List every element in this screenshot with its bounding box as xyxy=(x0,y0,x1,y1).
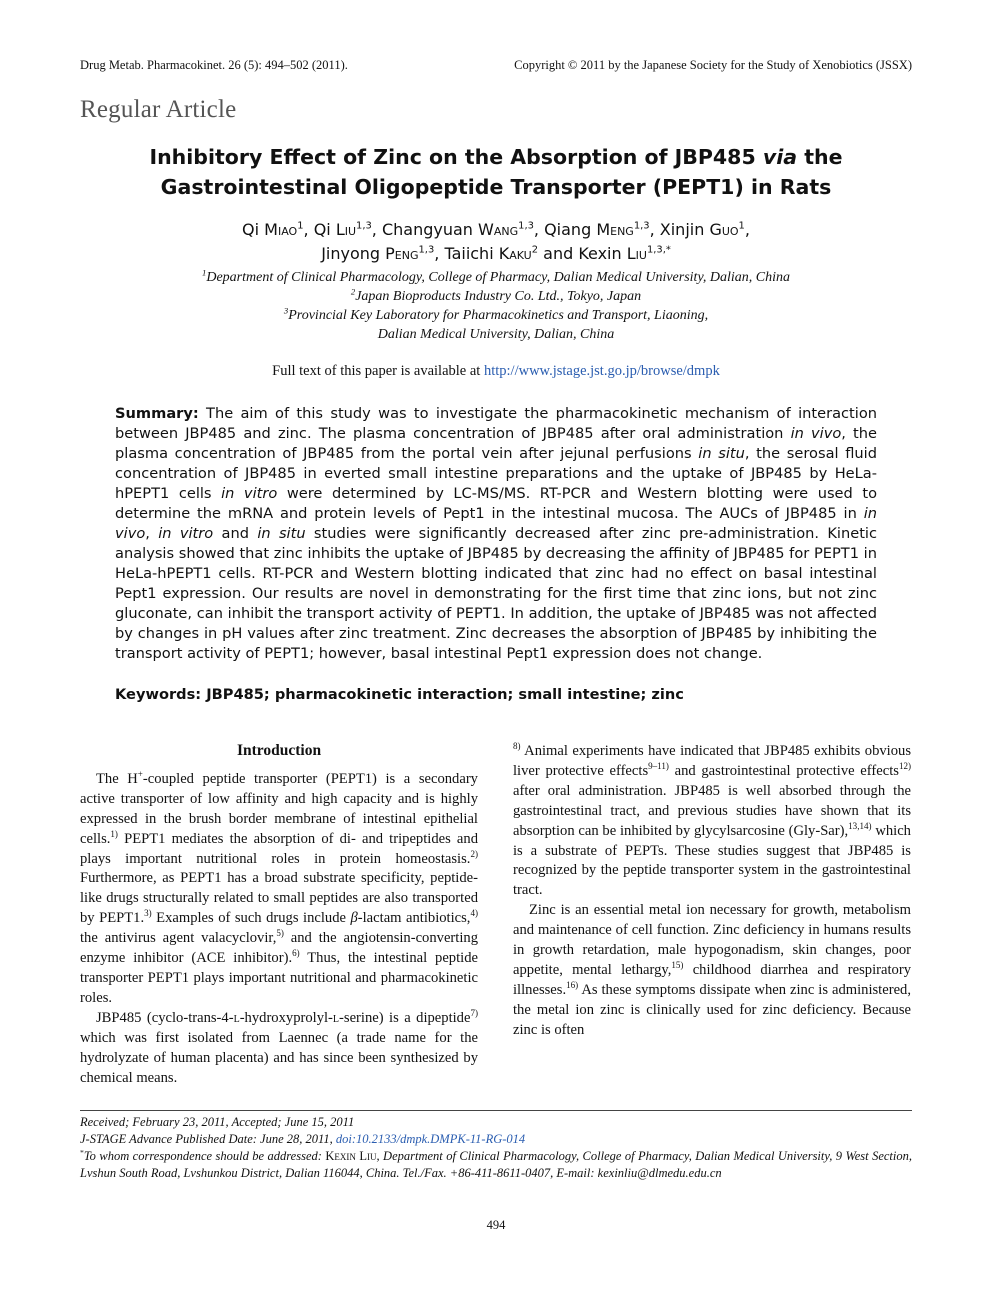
title-line-2: Gastrointestinal Oligopeptide Transporter (PEPT1) in Rats xyxy=(160,175,832,199)
abstract-summary: Summary: The aim of this study was to investigate the pharmacokinetic mechanism of interaction between JBP485 and zinc. The plasma concentration of JBP485 after oral administration in vivo, the plasma concentration of JBP485 from the portal vein after jejunal perfusions in situ, the serosal fluid concentration of JBP485 in everted small intestine preparations and the uptake of JBP485 by HeLa-hPEPT1 cells in vitro were determined by LC-MS/MS. RT-PCR and Western blotting were used to determine the mRNA and protein levels of Pept1 in the intestinal mucosa. The AUCs of JBP485 in in vivo, in vitro and in situ studies were significantly decreased after zinc pre-administration. Kinetic analysis showed that zinc inhibits the uptake of JBP485 by decreasing the affinity of JBP485 for PEPT1 in HeLa-hPEPT1 cells. RT-PCR and Western blotting indicated that zinc had no effect on basal intestinal Pept1 expression. Our results are novel in demonstrating for the first time that zinc ions, but not zinc gluconate, can inhibit the transport activity of PEPT1. In addition, the uptake of JBP485 was not affected by changes in pH values after zinc treatment. Zinc decreases the absorption of JBP485 by inhibiting the transport activity of PEPT1; however, basal intestinal Pept1 expression does not change. xyxy=(115,405,877,662)
advance-publication: J-STAGE Advance Published Date: June 28, 2011, doi:10.2133/dmpk.DMPK-11-RG-014 xyxy=(80,1132,526,1146)
author: Qi Liu$^{1,3}$, xyxy=(313,220,382,239)
title-line-1: Inhibitory Effect of Zinc on the Absorption of JBP485 xyxy=(149,145,763,169)
author: Xinjin Guo$^1$, xyxy=(659,220,750,239)
received-dates: Received; February 23, 2011, Accepted; June 15, 2011 xyxy=(80,1115,355,1129)
author-row-2 xyxy=(80,242,912,266)
fulltext-availability: Full text of this paper is available at http://www.jstage.jst.go.jp/browse/dmpk xyxy=(272,363,720,379)
affiliation-2: $^2$Japan Bioproducts Industry Co. Ltd., Tokyo, Japan xyxy=(350,286,642,304)
title-italic-via: via xyxy=(762,145,798,169)
author-list xyxy=(80,218,912,266)
paragraph-continued: $^{8)}$ Animal experiments have indicated that JBP485 exhibits obvious liver protective effects$^{9-11)}$ and gastrointestinal protective effects$^{12)}$ after oral administration. JBP485 is well absorbed through the gastrointestinal tract, and previous studies have shown that its absorption can be inhibited by glycylsarcosine (Gly-Sar),$^{13,14)}$ which is a substrate of PEPTs. These studies suggest that JBP485 is recognized by the peptide transporter system in the gastrointestinal tract. xyxy=(513,741,911,899)
summary-label: Summary: xyxy=(115,405,199,422)
affiliations xyxy=(80,268,912,344)
keywords: Keywords: JBP485; pharmacokinetic interaction; small intestine; zinc xyxy=(115,686,684,703)
body-column-right xyxy=(513,742,911,1041)
affiliation-3: $^3$Provincial Key Laboratory for Pharmacokinetics and Transport, Liaoning, xyxy=(283,305,709,323)
author: Qi Miao$^1$, xyxy=(242,220,314,239)
paragraph: Zinc is an essential metal ion necessary for growth, metabolism and maintenance of cell function. Zinc deficiency in humans results in growth retardation, male hypogonadism, skin changes, poor appetite, mental lethargy,$^{15)}$ childhood diarrhea and respiratory illnesses.$^{16)}$ As these symptoms dissipate when zinc is administered, the metal ion zinc is clinically used for zinc deficiency. Because zinc is often xyxy=(513,902,911,1038)
author-row-1 xyxy=(80,218,912,242)
footnotes xyxy=(80,1114,912,1182)
title-line-1-end: the xyxy=(797,145,843,169)
doi-link[interactable]: doi:10.2133/dmpk.DMPK-11-RG-014 xyxy=(335,1132,526,1146)
article-type-label: Regular Article xyxy=(80,96,237,123)
body-column-left xyxy=(80,741,478,1088)
page-number: 494 xyxy=(486,1218,506,1232)
author: Changyuan Wang$^{1,3}$, xyxy=(381,220,545,239)
affiliation-1: $^1$Department of Clinical Pharmacology, College of Pharmacy, Dalian Medical University, Dalian, China xyxy=(202,267,790,285)
section-heading-introduction: Introduction xyxy=(236,742,322,759)
paragraph: The H+-coupled peptide transporter (PEPT1) is a secondary active transporter of low affinity and high capacity and is highly expressed in the brush border membrane of intestinal epithelial cells.$^{1)}$ PEPT1 mediates the absorption of di- and tripeptides and plays important nutritional roles in protein homeostasis.$^{2)}$ Furthermore, as PEPT1 has a broad substrate specificity, peptide-like drugs structurally related to small peptides are also transported by PEPT1.$^{3)}$ Examples of such drugs include β-lactam antibiotics,$^{4)}$ the antivirus agent valacyclovir,$^{5)}$ and the angiotensin-converting enzyme inhibitor (ACE inhibitor).$^{6)}$ Thus, the intestinal peptide transporter PEPT1 plays important nutritional and pharmacokinetic roles. xyxy=(80,769,479,1006)
paragraph: JBP485 (cyclo-trans-4-l-hydroxyprolyl-l-serine) is a dipeptide$^{7)}$ which was first isolated from Laennec (a trade name for the hydrolyzate of human placenta) and has since been synthesized by chemical means. xyxy=(80,1007,478,1086)
author: Jinyong Peng$^{1,3}$, xyxy=(321,244,445,263)
fulltext-link[interactable]: http://www.jstage.jst.go.jp/browse/dmpk xyxy=(483,363,720,379)
author-corresponding: Kexin Liu$^{1,3,*}$ xyxy=(578,244,671,263)
footnote-divider xyxy=(80,1110,912,1111)
correspondence: *To whom correspondence should be addressed: Kexin Liu, Department of Clinical Pharmacology, College of Pharmacy, Dalian Medical University, 9 West Section, Lvshun South Road, Lvshunkou District, Dalian 116044, China. Tel./Fax. +86-411-8611-0407, E-mail: kexinliu@dlmedu.edu.cn xyxy=(80,1147,913,1180)
article-title xyxy=(80,142,912,202)
copyright-notice: Copyright © 2011 by the Japanese Society for the Study of Xenobiotics (JSSX) xyxy=(514,58,912,72)
author: Taiichi Kaku$^2$ and xyxy=(444,244,579,263)
author: Qiang Meng$^{1,3}$, xyxy=(544,220,660,239)
journal-reference: Drug Metab. Pharmacokinet. 26 (5): 494–502 (2011). xyxy=(80,58,348,72)
affiliation-3-cont: Dalian Medical University, Dalian, China xyxy=(377,327,615,342)
